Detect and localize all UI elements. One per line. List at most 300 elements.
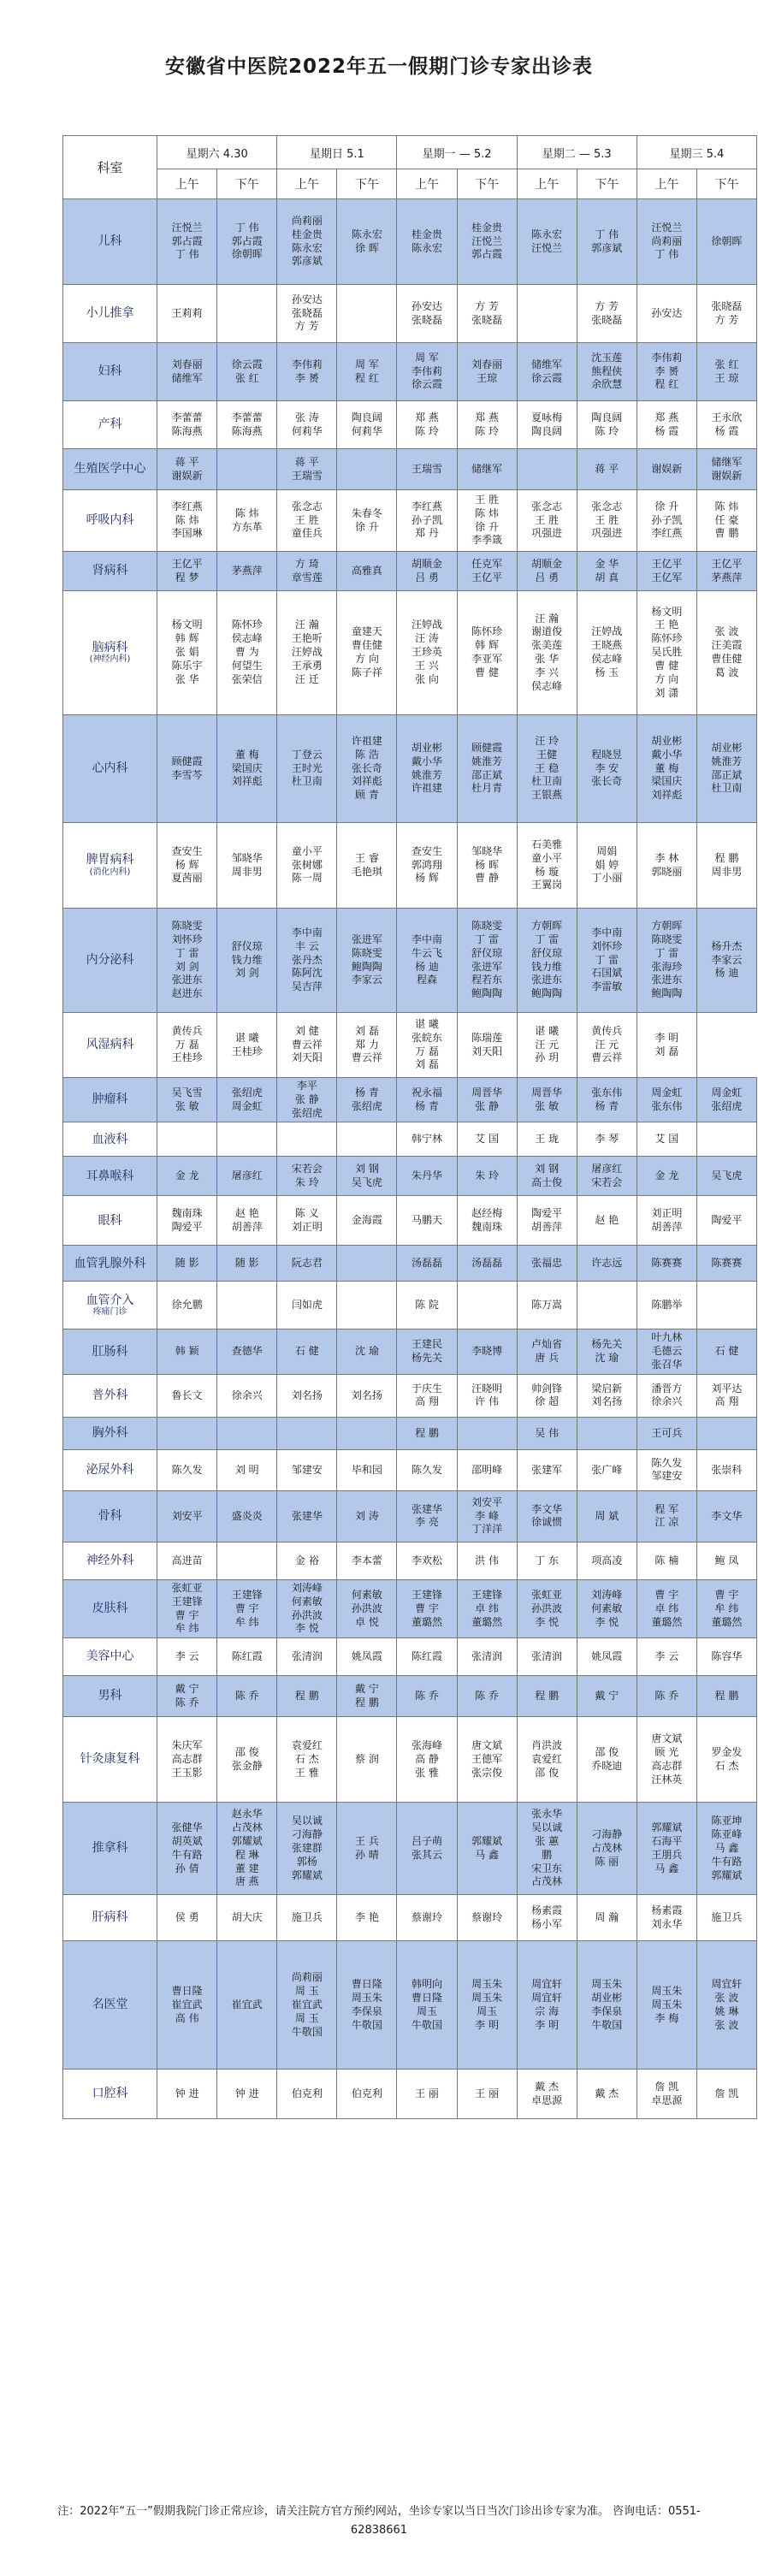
doctor-cell: 张进军 陈晓雯 鲍陶陶 李家云 [337, 909, 397, 1013]
doctor-cell: 李 云 [157, 1638, 217, 1676]
doctor-cell: 金 龙 [157, 1157, 217, 1196]
doctor-cell: 刘安平 李 峰 丁洋洋 [457, 1490, 517, 1542]
doctor-cell [517, 285, 577, 343]
department-label: 肝病科 [92, 1910, 128, 1925]
doctor-cell: 胡顺金 吕 勇 [517, 552, 577, 591]
department-row [63, 1490, 757, 1542]
department-name [63, 552, 157, 591]
session-am: 上午 [277, 169, 337, 199]
doctor-cell: 黄传兵 万 磊 王桂珍 [157, 1013, 217, 1078]
doctor-cell: 陈永宏 汪悦兰 [517, 199, 577, 285]
doctor-cell: 詹 凯 [696, 2070, 756, 2119]
department-sublabel: (神经内科) [89, 654, 131, 665]
doctor-cell: 桂金贵 汪悦兰 郭占霞 [457, 199, 517, 285]
doctor-cell: 王莉莉 [157, 285, 217, 343]
doctor-cell: 钟 进 [157, 2070, 217, 2119]
doctor-cell: 肖洪波 袁爱红 邵 俊 [517, 1717, 577, 1803]
doctor-cell: 李中南 刘怀珍 丁 雷 石国斌 李雷敏 [577, 909, 637, 1013]
doctor-cell: 陈怀珍 侯志峰 曹 为 何望生 张荣信 [217, 591, 277, 715]
doctor-cell: 王瑞雪 [397, 449, 457, 490]
doctor-cell: 刘 涛 [337, 1490, 397, 1542]
doctor-cell: 李中南 丰 云 张丹杰 陈阿沈 吴吉萍 [277, 909, 337, 1013]
doctor-cell: 李欢松 [397, 1542, 457, 1579]
doctor-cell [217, 1282, 277, 1329]
doctor-cell: 戴 宁 程 鹏 [337, 1676, 397, 1717]
doctor-cell: 吴飞虎 [696, 1157, 756, 1196]
doctor-cell: 查安生 杨 辉 夏茜丽 [157, 823, 217, 909]
doctor-cell: 张清润 [277, 1638, 337, 1676]
doctor-cell: 王 胜 陈 炜 徐 升 李季箴 [457, 490, 517, 552]
doctor-cell: 杨素霞 刘永华 [637, 1895, 696, 1941]
doctor-cell: 张海峰 高 静 张 雅 [397, 1717, 457, 1803]
department-name [63, 1638, 157, 1676]
doctor-cell: 查德华 [217, 1329, 277, 1374]
department-name [63, 2070, 157, 2119]
doctor-cell: 姚凤霞 [577, 1638, 637, 1676]
doctor-cell: 杨升杰 李家云 杨 迪 [696, 909, 756, 1013]
doctor-cell: 陈 乔 [397, 1676, 457, 1717]
department-label: 妇科 [98, 364, 122, 379]
department-label: 肿瘤科 [92, 1093, 128, 1107]
department-name [63, 449, 157, 490]
doctor-cell: 张建军 [517, 1449, 577, 1490]
department-label: 男科 [98, 1689, 122, 1703]
doctor-cell: 王可兵 [637, 1417, 696, 1449]
doctor-cell: 汪悦兰 郭占霞 丁 伟 [157, 199, 217, 285]
doctor-cell: 徐云霞 张 红 [217, 343, 277, 401]
department-name [63, 285, 157, 343]
doctor-cell [217, 1542, 277, 1579]
department-row [63, 823, 757, 909]
doctor-cell: 程 鹏 [397, 1417, 457, 1449]
doctor-cell: 谌 曦 王桂珍 [217, 1013, 277, 1078]
doctor-cell: 刘春丽 储维军 [157, 343, 217, 401]
doctor-cell: 周宜轩 张 波 姚 琳 张 波 [696, 1941, 756, 2070]
doctor-cell: 汪婷战 汪 涛 王珍英 王 兴 张 向 [397, 591, 457, 715]
day-header-sat: 星期六 4.30 [157, 136, 277, 169]
department-row [63, 1282, 757, 1329]
doctor-cell: 张虹亚 孙洪波 李 悦 [517, 1579, 577, 1637]
department-label: 呼吸内科 [86, 513, 134, 528]
doctor-cell: 陈亚坤 陈亚峰 马 鑫 牛有路 郭耀斌 [696, 1803, 756, 1895]
department-sublabel: (消化内科) [89, 867, 131, 877]
department-name [63, 1417, 157, 1449]
department-label: 内分泌科 [86, 953, 134, 968]
doctor-cell: 陈红霞 [217, 1638, 277, 1676]
doctor-cell: 盛炎炎 [217, 1490, 277, 1542]
department-row [63, 449, 757, 490]
doctor-cell: 施卫兵 [277, 1895, 337, 1941]
doctor-cell: 谌 曦 汪 元 孙 玥 [517, 1013, 577, 1078]
doctor-cell: 邵 俊 乔晓迪 [577, 1717, 637, 1803]
doctor-cell: 曹日隆 崔宜武 高 伟 [157, 1941, 217, 2070]
department-name [63, 1449, 157, 1490]
doctor-cell: 王 丽 [457, 2070, 517, 2119]
doctor-cell: 帅剑锋 徐 超 [517, 1374, 577, 1417]
doctor-cell: 张虹亚 王建锋 曹 宇 牟 纬 [157, 1579, 217, 1637]
doctor-cell: 汪 瀚 王艳听 汪婷战 王承勇 汪 迁 [277, 591, 337, 715]
doctor-cell: 何素敏 孙洪波 卓 悦 [337, 1579, 397, 1637]
doctor-cell: 陈赛赛 [637, 1246, 696, 1282]
department-label: 肛肠科 [92, 1344, 128, 1359]
department-name [63, 199, 157, 285]
doctor-cell: 顾健霞 李雪芩 [157, 715, 217, 823]
doctor-cell [577, 1417, 637, 1449]
doctor-cell: 杨文明 韩 辉 张 娟 陈乐宇 张 华 [157, 591, 217, 715]
doctor-cell: 张念志 王 胜 童佳兵 [277, 490, 337, 552]
doctor-cell: 程 军 江 凉 [637, 1490, 696, 1542]
department-row [63, 1717, 757, 1803]
doctor-cell: 黄传兵 汪 元 曹云祥 [577, 1013, 637, 1078]
doctor-cell: 童建天 曹佳健 方 向 陈子祥 [337, 591, 397, 715]
doctor-cell: 韩明向 曹日隆 周玉 牛敬国 [397, 1941, 457, 2070]
department-label: 脾胃病科 [86, 853, 134, 868]
doctor-cell: 毕和园 [337, 1449, 397, 1490]
session-am: 上午 [517, 169, 577, 199]
doctor-cell: 周金虹 张绍虎 [696, 1078, 756, 1122]
doctor-cell: 陈 楠 [637, 1542, 696, 1579]
doctor-cell: 邵 俊 张金静 [217, 1717, 277, 1803]
doctor-cell: 周玉朱 胡业彬 李保泉 牛敬国 [577, 1941, 637, 2070]
session-am: 上午 [637, 169, 696, 199]
doctor-cell: 于庆生 高 翔 [397, 1374, 457, 1417]
doctor-cell: 李蕾蕾 陈海燕 [217, 401, 277, 449]
doctor-cell [337, 1417, 397, 1449]
doctor-cell: 孙安达 张晓磊 [397, 285, 457, 343]
doctor-cell: 石 健 [277, 1329, 337, 1374]
department-name [63, 1941, 157, 2070]
doctor-cell: 屠彦红 [217, 1157, 277, 1196]
doctor-cell: 沈玉莲 熊程侠 余欣慧 [577, 343, 637, 401]
doctor-cell: 程 鹏 [277, 1676, 337, 1717]
doctor-cell: 沈 瑜 [337, 1329, 397, 1374]
doctor-cell: 吴 伟 [517, 1417, 577, 1449]
doctor-cell: 李蕾蕾 陈海燕 [157, 401, 217, 449]
doctor-cell: 徐 升 孙子凯 李红燕 [637, 490, 696, 552]
doctor-cell: 马鹏天 [397, 1196, 457, 1246]
doctor-cell: 赵 艳 胡善萍 [217, 1196, 277, 1246]
doctor-cell: 韩 颖 [157, 1329, 217, 1374]
doctor-cell [337, 285, 397, 343]
department-label: 针灸康复科 [80, 1752, 140, 1767]
doctor-cell: 汪悦兰 尚莉丽 丁 伟 [637, 199, 696, 285]
doctor-cell: 王 兵 孙 晴 [337, 1803, 397, 1895]
department-label: 耳鼻喉科 [86, 1169, 134, 1183]
department-label: 普外科 [92, 1389, 128, 1403]
doctor-cell: 王亿平 程 梦 [157, 552, 217, 591]
department-row [63, 552, 757, 591]
doctor-cell: 徐朝晖 [696, 199, 756, 285]
doctor-cell: 张 红 王 琼 [696, 343, 756, 401]
doctor-cell: 鲁长文 [157, 1374, 217, 1417]
department-name [63, 1579, 157, 1637]
department-row [63, 343, 757, 401]
doctor-cell: 金 裕 [277, 1542, 337, 1579]
department-row [63, 1196, 757, 1246]
doctor-cell: 鲍 凤 [696, 1542, 756, 1579]
doctor-cell: 朱春冬 徐 升 [337, 490, 397, 552]
session-pm: 下午 [337, 169, 397, 199]
doctor-cell: 梁启新 刘名扬 [577, 1374, 637, 1417]
doctor-cell: 李晓博 [457, 1329, 517, 1374]
doctor-cell: 王 珑 [517, 1122, 577, 1157]
doctor-cell: 任克军 王亿平 [457, 552, 517, 591]
doctor-cell: 杨 青 张绍虎 [337, 1078, 397, 1122]
doctor-cell: 谌 曦 张皖东 万 磊 刘 磊 [397, 1013, 457, 1078]
doctor-cell: 程 鹏 周非男 [696, 823, 756, 909]
doctor-cell: 吴以诚 刁海静 张建群 郭杨 郭耀斌 [277, 1803, 337, 1895]
doctor-cell: 金 龙 [637, 1157, 696, 1196]
doctor-cell: 徐余兴 [217, 1374, 277, 1417]
doctor-cell: 储维军 徐云霞 [517, 343, 577, 401]
doctor-cell: 王永欣 杨 霞 [696, 401, 756, 449]
doctor-cell: 洪 伟 [457, 1542, 517, 1579]
department-row [63, 285, 757, 343]
department-row [63, 1078, 757, 1122]
doctor-cell: 吕子萌 张其云 [397, 1803, 457, 1895]
department-name [63, 1122, 157, 1157]
doctor-cell: 伯克利 [277, 2070, 337, 2119]
department-label: 血液科 [92, 1132, 128, 1146]
department-row [63, 199, 757, 285]
department-label: 口腔科 [92, 2087, 128, 2101]
department-name [63, 1013, 157, 1078]
doctor-cell: 刘名扬 [337, 1374, 397, 1417]
doctor-cell: 杨素霞 杨小军 [517, 1895, 577, 1941]
doctor-cell: 陶爱平 胡善萍 [517, 1196, 577, 1246]
doctor-cell: 卢灿省 唐 兵 [517, 1329, 577, 1374]
doctor-cell: 赵 艳 [577, 1196, 637, 1246]
department-header: 科室 [63, 136, 157, 199]
doctor-cell: 汤磊磊 [397, 1246, 457, 1282]
doctor-cell: 郭耀斌 马 鑫 [457, 1803, 517, 1895]
doctor-cell: 高雅真 [337, 552, 397, 591]
department-name [63, 343, 157, 401]
doctor-cell: 方朝晖 丁 雷 舒仪琼 钱力维 张进东 鲍陶陶 [517, 909, 577, 1013]
doctor-cell: 程 鹏 [517, 1676, 577, 1717]
doctor-cell: 郭耀斌 石海平 王朋兵 马 鑫 [637, 1803, 696, 1895]
doctor-cell [337, 449, 397, 490]
doctor-cell: 汪 玲 王健 王 稳 杜卫南 王银燕 [517, 715, 577, 823]
doctor-cell: 夏咏梅 陶良阔 [517, 401, 577, 449]
doctor-cell: 胡业彬 戴小华 姚淮芳 许祖建 [397, 715, 457, 823]
doctor-cell: 丁登云 王时光 杜卫南 [277, 715, 337, 823]
doctor-cell: 陈 义 刘正明 [277, 1196, 337, 1246]
doctor-cell: 汪 瀚 谢道俊 张美莲 张 华 李 兴 侯志峰 [517, 591, 577, 715]
doctor-cell [517, 449, 577, 490]
doctor-cell: 程晓昱 李 安 张长奇 [577, 715, 637, 823]
doctor-cell: 王建民 杨先关 [397, 1329, 457, 1374]
doctor-cell: 周娟 娟 婷 丁小丽 [577, 823, 637, 909]
doctor-cell: 戴 宁 陈 乔 [157, 1676, 217, 1717]
doctor-cell [457, 1417, 517, 1449]
department-name [63, 1196, 157, 1246]
doctor-cell: 陈瑞莲 刘天阳 [457, 1013, 517, 1078]
doctor-cell: 谢娱新 [637, 449, 696, 490]
doctor-cell: 陈红霞 [397, 1638, 457, 1676]
doctor-cell: 张晓磊 方 芳 [696, 285, 756, 343]
doctor-cell: 王建锋 曹 宇 牟 纬 [217, 1579, 277, 1637]
doctor-cell: 张清润 [457, 1638, 517, 1676]
department-label: 推拿科 [92, 1841, 128, 1856]
department-name [63, 1676, 157, 1717]
doctor-cell: 袁爱红 石 杰 王 雅 [277, 1717, 337, 1803]
doctor-cell: 王建锋 卓 纬 董璐然 [457, 1579, 517, 1637]
doctor-cell: 施卫兵 [696, 1895, 756, 1941]
doctor-cell: 艾 国 [457, 1122, 517, 1157]
doctor-cell: 张广峰 [577, 1449, 637, 1490]
session-pm: 下午 [577, 169, 637, 199]
doctor-cell: 周晋华 张 静 [457, 1078, 517, 1122]
doctor-cell: 查安生 郭鸿翔 杨 辉 [397, 823, 457, 909]
doctor-cell: 张 涛 何莉华 [277, 401, 337, 449]
doctor-cell [157, 1122, 217, 1157]
department-name [63, 1329, 157, 1374]
department-label: 血管乳腺外科 [74, 1256, 146, 1270]
doctor-cell: 刘 明 [217, 1449, 277, 1490]
doctor-cell: 胡大庆 [217, 1895, 277, 1941]
doctor-cell: 李文华 [696, 1490, 756, 1542]
doctor-cell: 刘涛峰 何素敏 孙洪波 李 悦 [277, 1579, 337, 1637]
doctor-cell: 金海霞 [337, 1196, 397, 1246]
doctor-cell: 赵永华 占茂林 郭耀斌 程 琳 董 建 唐 燕 [217, 1803, 277, 1895]
session-am: 上午 [397, 169, 457, 199]
department-row [63, 1803, 757, 1895]
doctor-cell: 桂金贵 陈永宏 [397, 199, 457, 285]
doctor-cell: 汪晓明 许 伟 [457, 1374, 517, 1417]
doctor-cell: 刘平达 高 翔 [696, 1374, 756, 1417]
schedule-body [63, 199, 757, 2119]
doctor-cell: 陈 乔 [457, 1676, 517, 1717]
doctor-cell: 陈容华 [696, 1638, 756, 1676]
doctor-cell: 李红燕 孙子凯 郑 丹 [397, 490, 457, 552]
department-label: 血管介入 [86, 1293, 134, 1307]
doctor-cell: 周玉朱 周玉朱 周玉 李 明 [457, 1941, 517, 2070]
doctor-cell [277, 1122, 337, 1157]
doctor-cell: 许志远 [577, 1246, 637, 1282]
doctor-cell: 屠彦红 宋若会 [577, 1157, 637, 1196]
doctor-cell: 李平 张 静 张绍虎 [277, 1078, 337, 1122]
department-name [63, 401, 157, 449]
doctor-cell [217, 1122, 277, 1157]
department-name [63, 1374, 157, 1417]
department-sublabel: 疼痛门诊 [92, 1307, 127, 1318]
doctor-cell: 金 华 胡 真 [577, 552, 637, 591]
doctor-cell: 陈永宏 徐 晖 [337, 199, 397, 285]
schedule-table [62, 135, 757, 2119]
department-name [63, 1717, 157, 1803]
department-row [63, 591, 757, 715]
department-name [63, 1246, 157, 1282]
department-row [63, 490, 757, 552]
doctor-cell: 朱庆军 高志群 王玉影 [157, 1717, 217, 1803]
doctor-cell: 周 斌 [577, 1490, 637, 1542]
doctor-cell: 茅燕萍 [217, 552, 277, 591]
doctor-cell: 陶爱平 [696, 1196, 756, 1246]
doctor-cell: 邹晓华 周非男 [217, 823, 277, 909]
department-name [63, 1078, 157, 1122]
doctor-cell: 蒋 平 王瑞雪 [277, 449, 337, 490]
doctor-cell: 刁海静 占茂林 陈 丽 [577, 1803, 637, 1895]
doctor-cell: 顾健霞 姚淮芳 邵正斌 杜月青 [457, 715, 517, 823]
doctor-cell: 张建华 李 亮 [397, 1490, 457, 1542]
department-row [63, 2070, 757, 2119]
doctor-cell: 陈赛赛 [696, 1246, 756, 1282]
department-row [63, 1013, 757, 1078]
department-row [63, 1895, 757, 1941]
doctor-cell: 郑 燕 杨 霞 [637, 401, 696, 449]
doctor-cell [217, 1417, 277, 1449]
department-label: 风湿病科 [86, 1038, 134, 1052]
doctor-cell: 高进苗 [157, 1542, 217, 1579]
doctor-cell: 李 艳 [337, 1895, 397, 1941]
doctor-cell: 蒋 平 谢娱新 [157, 449, 217, 490]
doctor-cell: 赵经梅 魏南珠 [457, 1196, 517, 1246]
doctor-cell: 艾 国 [637, 1122, 696, 1157]
doctor-cell: 张念志 王 胜 巩强进 [577, 490, 637, 552]
doctor-cell: 王建锋 曹 宇 董璐然 [397, 1579, 457, 1637]
doctor-cell: 陈晓雯 丁 雷 舒仪琼 张进军 程若东 鲍陶陶 [457, 909, 517, 1013]
doctor-cell: 陈鹏举 [637, 1282, 696, 1329]
department-name [63, 490, 157, 552]
doctor-cell [157, 1417, 217, 1449]
department-name [63, 715, 157, 823]
doctor-cell: 王亿平 王亿军 [637, 552, 696, 591]
doctor-cell: 刘安平 [157, 1490, 217, 1542]
doctor-cell: 胡业彬 戴小华 董 梅 梁国庆 刘祥彪 [637, 715, 696, 823]
doctor-cell: 张福忠 [517, 1246, 577, 1282]
doctor-cell: 胡业彬 姚淮芳 邵正斌 杜卫南 [696, 715, 756, 823]
doctor-cell: 蔡谢玲 [397, 1895, 457, 1941]
department-name [63, 1157, 157, 1196]
doctor-cell: 周 军 程 红 [337, 343, 397, 401]
doctor-cell: 周金虹 张东伟 [637, 1078, 696, 1122]
doctor-cell: 叶九林 毛德云 张召华 [637, 1329, 696, 1374]
department-label: 脑病科 [92, 640, 128, 654]
day-header-mon: 星期一 — 5.2 [397, 136, 517, 169]
doctor-cell: 张健华 胡英斌 牛有路 孙 倩 [157, 1803, 217, 1895]
department-row [63, 1579, 757, 1637]
doctor-cell: 李伟莉 李 赟 [277, 343, 337, 401]
doctor-cell: 陈 炜 方东革 [217, 490, 277, 552]
department-row [63, 1374, 757, 1417]
doctor-cell: 潘晋方 徐余兴 [637, 1374, 696, 1417]
doctor-cell: 刘 钢 吴飞虎 [337, 1157, 397, 1196]
doctor-cell: 邵明峰 [457, 1449, 517, 1490]
doctor-cell: 孙安达 [637, 285, 696, 343]
doctor-cell: 戴 宁 [577, 1676, 637, 1717]
department-row [63, 401, 757, 449]
department-label: 产科 [98, 417, 122, 432]
doctor-cell: 方朝晖 陈晓雯 丁 雷 张海珍 张进东 鲍陶陶 [637, 909, 696, 1013]
doctor-cell [696, 1282, 756, 1329]
doctor-cell: 曹日隆 周玉朱 李保泉 牛敬国 [337, 1941, 397, 2070]
department-label: 小儿推拿 [86, 306, 134, 321]
department-label: 皮肤科 [92, 1602, 128, 1616]
department-label: 心内科 [92, 761, 128, 776]
doctor-cell: 陈久发 邹建安 [637, 1449, 696, 1490]
department-row [63, 1417, 757, 1449]
doctor-cell: 方 芳 张晓磊 [577, 285, 637, 343]
day-header-sun: 星期日 5.1 [277, 136, 397, 169]
department-row [63, 1676, 757, 1717]
doctor-cell: 张绍虎 周金虹 [217, 1078, 277, 1122]
doctor-cell: 丁 东 [517, 1542, 577, 1579]
doctor-cell: 李 明 刘 磊 [637, 1013, 696, 1078]
doctor-cell: 魏南珠 陶爱平 [157, 1196, 217, 1246]
doctor-cell: 舒仪琼 钱力维 刘 剑 [217, 909, 277, 1013]
doctor-cell: 朱丹华 [397, 1157, 457, 1196]
